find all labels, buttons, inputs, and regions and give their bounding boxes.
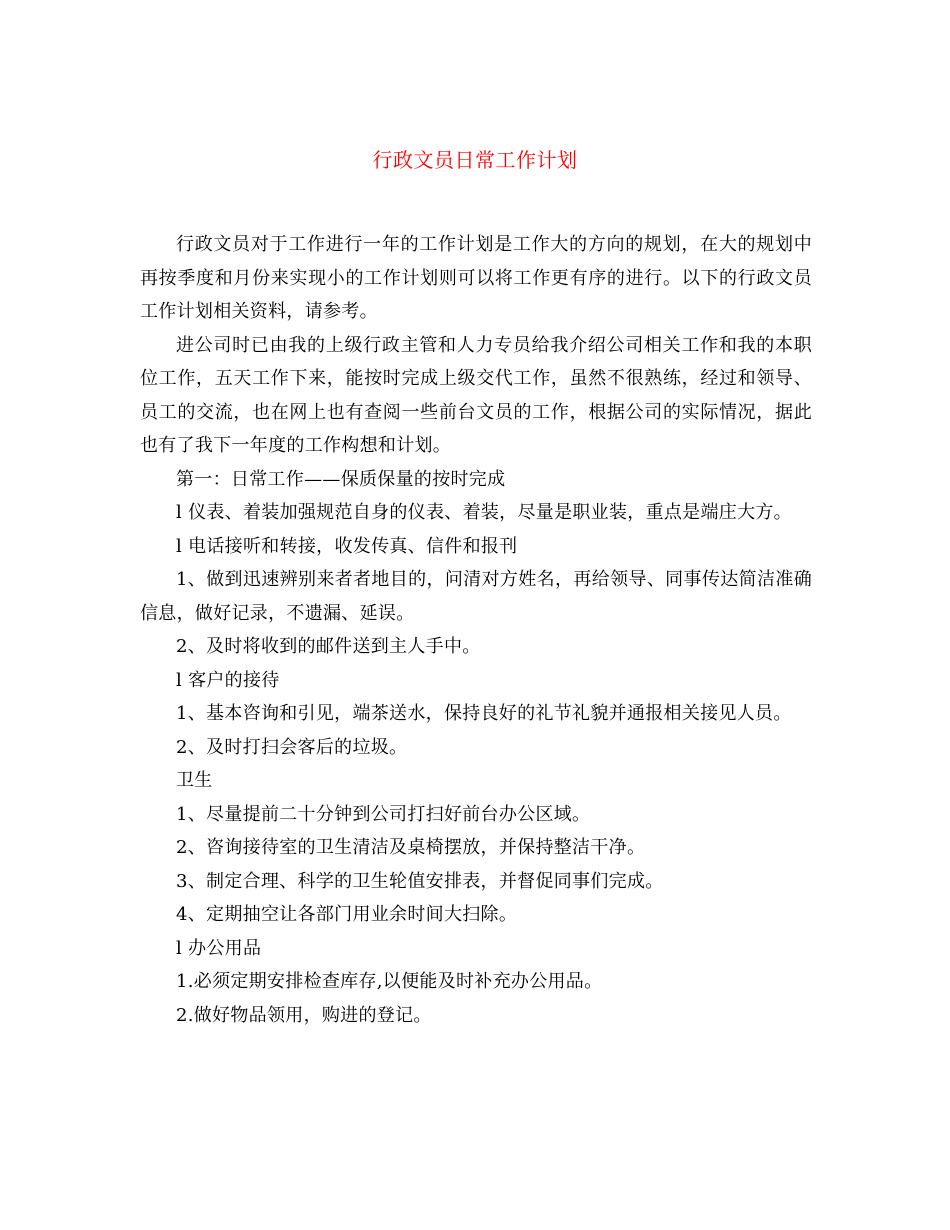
list-item-phone-2: 2、及时将收到的邮件送到主人手中。 <box>176 636 481 657</box>
list-item-phone-heading: l 电话接听和转接，收发传真、信件和报刊 <box>176 535 518 557</box>
list-item-hygiene-3: 3、制定合理、科学的卫生轮值安排表，并督促同事们完成。 <box>176 870 664 892</box>
list-item-supplies-1: 1.必须定期安排检查库存,以便能及时补充办公用品。 <box>176 971 603 992</box>
list-item-hygiene-1: 1、尽量提前二十分钟到公司打扫好前台办公区域。 <box>176 803 591 825</box>
list-item-hygiene-heading: 卫生 <box>176 770 213 791</box>
list-item-supplies-heading: l 办公用品 <box>176 937 262 959</box>
list-item-supplies-2: 2.做好物品领用，购进的登记。 <box>176 1004 432 1026</box>
list-item-hygiene-4: 4、定期抽空让各部门用业余时间大扫除。 <box>176 904 518 925</box>
intro-paragraph: 行政文员对于工作进行一年的工作计划是工作大的方向的规划，在大的规划中再按季度和月份来实现小的工作计划则可以将工作更有序的进行。以下的行政文员工作计划相关资料，请参考。 <box>140 234 812 322</box>
background-paragraph: 进公司时已由我的上级行政主管和人力专员给我介绍公司相关工作和我的本职位工作，五天工作下来，能按时完成上级交代工作，虽然不很熟练，经过和领导、员工的交流，也在网上也有查阅一些前台文员的工作，根据公司的实际情况，据此也有了我下一年度的工作构想和计划。 <box>140 334 812 456</box>
list-item-phone-1: 1、做到迅速辨别来者者地目的，问清对方姓名，再给领导、同事传达简洁准确信息，做好记录，不遗漏、延误。 <box>140 569 812 624</box>
list-item-hygiene-2: 2、咨询接待室的卫生清洁及桌椅摆放，并保持整洁干净。 <box>176 837 646 858</box>
list-item-reception-heading: l 客户的接待 <box>176 669 280 691</box>
document-body <box>140 228 812 1032</box>
list-item-reception-1: 1、基本咨询和引见，端茶送水，保持良好的礼节礼貌并通报相关接见人员。 <box>176 703 792 724</box>
list-item-reception-2: 2、及时打扫会客后的垃圾。 <box>176 736 408 758</box>
list-item-appearance: l 仪表、着装加强规范自身的仪表、着装，尽量是职业装，重点是端庄大方。 <box>176 502 792 523</box>
section-heading-daily-work: 第一：日常工作——保质保量的按时完成 <box>176 468 506 490</box>
document-title: 行政文员日常工作计划 <box>372 148 578 172</box>
